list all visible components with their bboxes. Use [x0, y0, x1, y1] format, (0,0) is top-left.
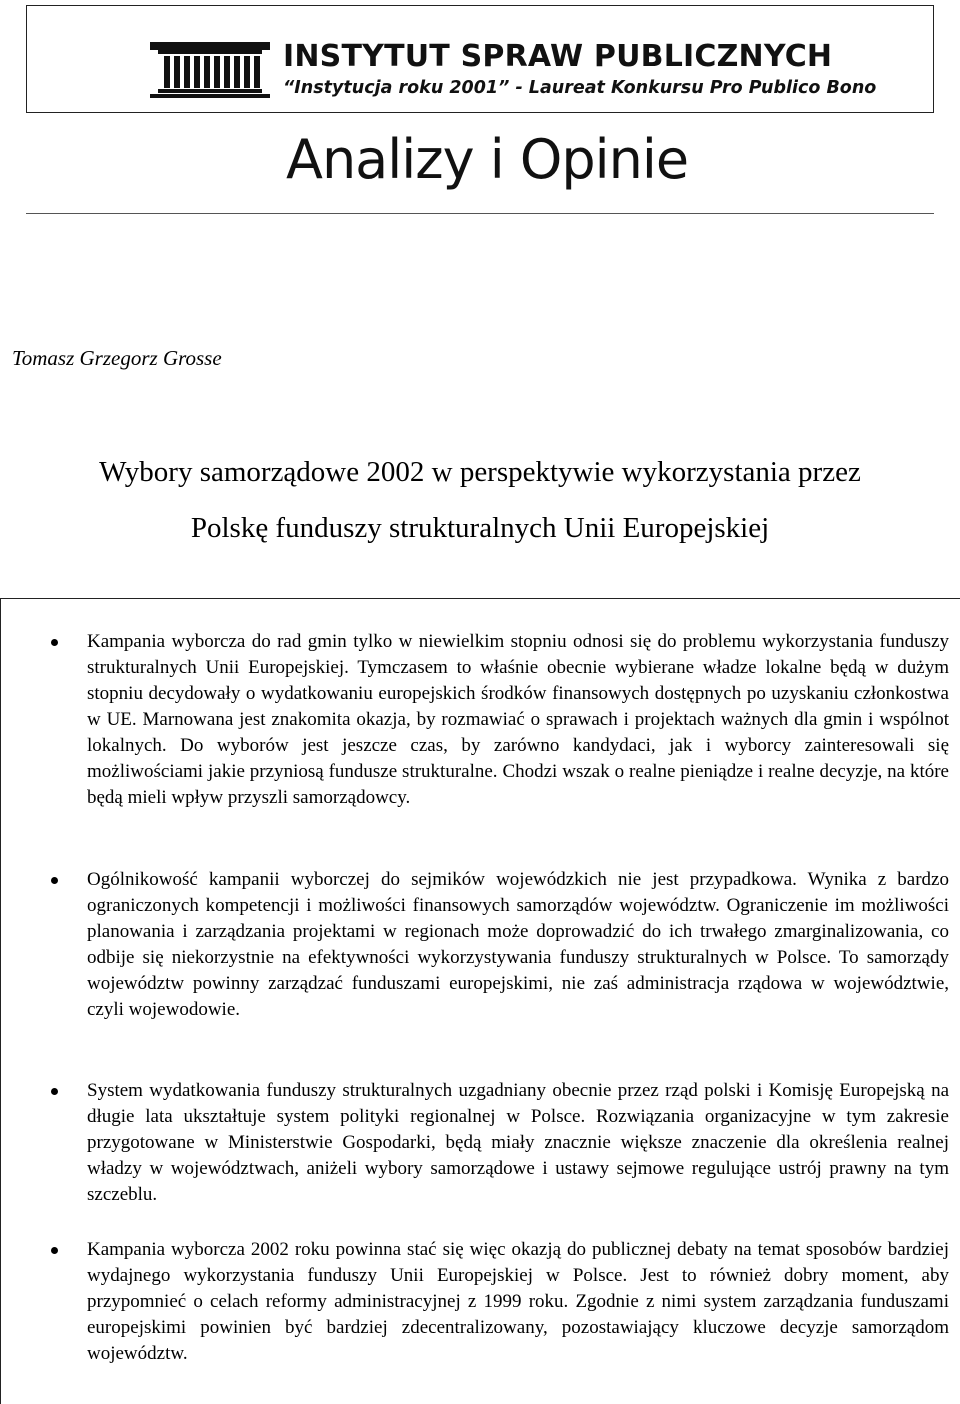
- summary-bullet-1: [87, 629, 949, 811]
- summary-box: [0, 598, 960, 1404]
- summary-bullet-4: [87, 1237, 949, 1367]
- publisher-header: [26, 5, 934, 113]
- document-title: [0, 444, 960, 556]
- document-title-line-2: Polskę funduszy strukturalnych Unii Europejskiej: [190, 512, 770, 544]
- document-title-line-1: Wybory samorządowe 2002 w perspektywie wykorzystania przez: [99, 456, 861, 488]
- summary-bullet-text: System wydatkowania funduszy strukturalnych uzgadniany obecnie przez rząd polski i Komisję Europejską na długie lata ukształtuje system polityki regionalnej w Polsce. Rozwiązania organizacyjne w tym zakresie przygotowane w Ministerstwie Gospodarki, będą miały znacznie większe znaczenie dla określenia realnej władzy w województwach, aniżeli wybory samorządowe i ustawy sejmowe regulujące ustrój prawny na tym szczeblu.: [87, 1080, 949, 1205]
- summary-bullet-2: [87, 867, 949, 1023]
- summary-bullet-text: Ogólnikowość kampanii wyborczej do sejmików wojewódzkich nie jest przypadkowa. Wynika z bardzo ograniczonych kompetencji i możliwości finansowych samorządów województw. Ograniczenie im możliwości planowania i zarządzania projektami w regionach może doprowadzić do ich trwałego zmarginalizowania, co odbije się niekorzystnie na efektywności wykorzystywania funduszy strukturalnych w Polsce. To samorządy województw powinny zarządzać funduszami europejskimi, nie zaś administracja rządowa w województwie, czyli wojewodowie.: [87, 869, 949, 1020]
- bullet-icon: [51, 639, 58, 646]
- header-divider: [26, 213, 934, 214]
- bullet-icon: [51, 877, 58, 884]
- bullet-icon: [51, 1088, 58, 1095]
- summary-bullet-text: Kampania wyborcza 2002 roku powinna stać się więc okazją do publicznej debaty na temat sposobów bardziej wydajnego wykorzystania funduszy Unii Europejskiej w Polsce. Jest to również dobry moment, aby przypomnieć o celach reformy administracyjnej z 1999 roku. Zgodnie z nimi system zarządzania funduszami europejskimi powinien być bardziej zdecentralizowany, pozostawiający kluczowe decyzje samorządom województw.: [87, 1239, 949, 1364]
- bullet-icon: [51, 1247, 58, 1254]
- organization-name: INSTYTUT SPRAW PUBLICZNYCH: [283, 39, 833, 74]
- author-name: Tomasz Grzegorz Grosse: [12, 346, 222, 370]
- organization-tagline: “Instytucja roku 2001” - Laureat Konkursu Pro Publico Bono: [283, 78, 877, 98]
- column-logo-icon: [150, 42, 270, 98]
- summary-bullet-text: Kampania wyborcza do rad gmin tylko w niewielkim stopniu odnosi się do problemu wykorzystania funduszy strukturalnych Unii Europejskiej. Tymczasem to właśnie obecnie wybierane władze lokalne będą w dużym stopniu decydowały o wydatkowaniu europejskich środków finansowych dostępnych po uzyskaniu członkostwa w UE. Marnowana jest znakomita okazja, by rozmawiać o sprawach i projektach ważnych dla gmin i wspólnot lokalnych. Do wyborów jest jeszcze czas, by zarówno kandydaci, jak i wyborcy zainteresowali się możliwościami jakie przyniosą fundusze strukturalne. Chodzi wszak o realne pieniądze i realne decyzje, na które będą mieli wpływ przyszli samorządowcy.: [87, 631, 949, 808]
- summary-bullet-3: [87, 1078, 949, 1208]
- series-title: Analizy i Opinie: [286, 128, 689, 191]
